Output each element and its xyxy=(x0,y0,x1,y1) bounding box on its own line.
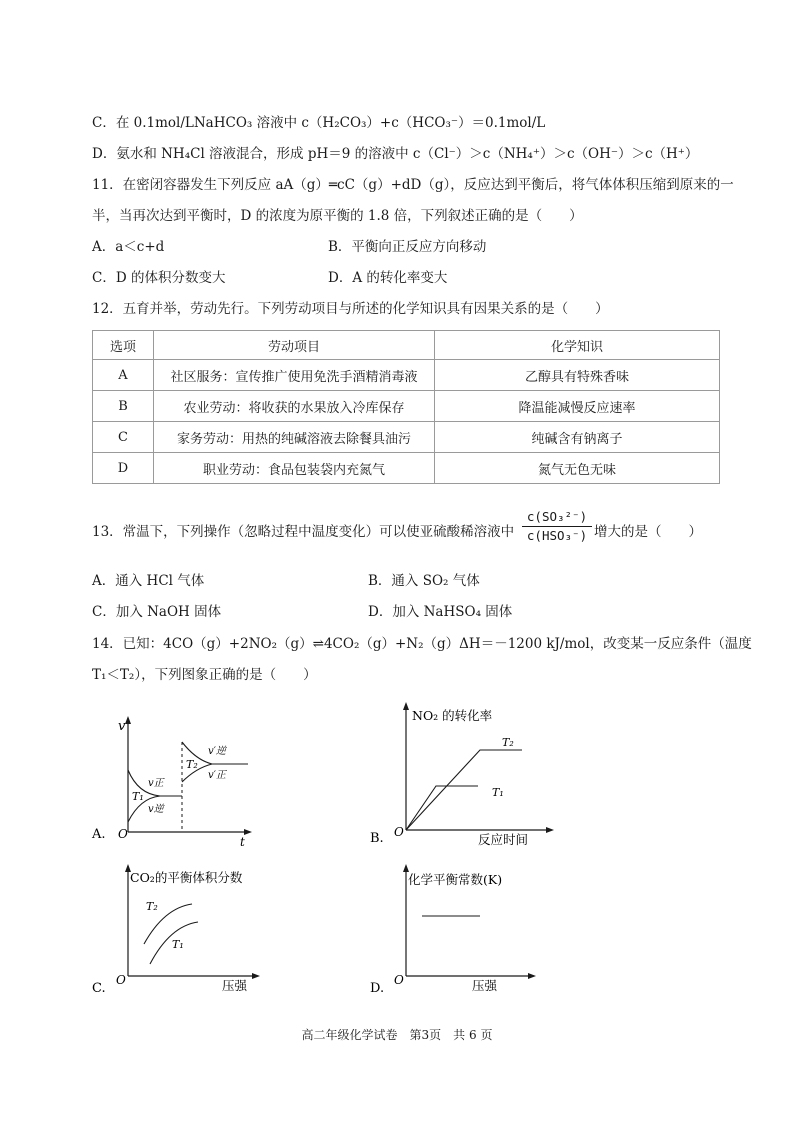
graph-a-y-arrow xyxy=(125,716,131,724)
graph-b-origin: O xyxy=(394,825,404,839)
fraction-denominator: c(HSO₃⁻) xyxy=(522,526,592,545)
graph-b-t1: T₁ xyxy=(492,786,504,799)
table-header: 劳动项目 xyxy=(154,331,435,360)
graph-a-v-forward-prime-label: v′正 xyxy=(208,770,226,781)
q13-option-a: A．通入 HCl 气体 xyxy=(92,573,205,589)
page-footer: 高二年级化学试卷 第3页 共 6 页 xyxy=(301,1028,493,1042)
q14-graph-d xyxy=(366,858,566,998)
table-cell: 社区服务：宣传推广使用免洗手酒精消毒液 xyxy=(154,360,435,391)
graph-d-y-label: 化学平衡常数(K) xyxy=(408,872,503,887)
graph-d-option-label: D. xyxy=(370,981,385,996)
graph-a-origin: O xyxy=(118,827,128,841)
q13-option-b: B．通入 SO₂ 气体 xyxy=(368,573,480,589)
q13-option-d: D．加入 NaHSO₄ 固体 xyxy=(368,604,513,620)
graph-c-y-label: CO₂的平衡体积分数 xyxy=(130,870,243,885)
table-cell: 家务劳动：用热的纯碱溶液去除餐具油污 xyxy=(154,422,435,453)
table-cell: 纯碱含有钠离子 xyxy=(435,422,720,453)
q11-option-a: A．a＜c+d xyxy=(92,239,165,255)
table-header: 选项 xyxy=(93,331,154,360)
table-header: 化学知识 xyxy=(435,331,720,360)
graph-c-t1: T₁ xyxy=(172,938,184,951)
table-cell: 乙醇具有特殊香味 xyxy=(435,360,720,391)
graph-a-x-arrow xyxy=(244,829,252,835)
table-row xyxy=(93,453,720,484)
table-row xyxy=(93,360,720,391)
graph-d-y-arrow xyxy=(403,864,409,872)
table-cell: 氮气无色无味 xyxy=(435,453,720,484)
graph-b-x-arrow xyxy=(546,827,554,833)
table-cell: A xyxy=(93,360,154,391)
graph-a-v-reverse-prime-label: v′逆 xyxy=(208,746,226,757)
graph-c-origin: O xyxy=(116,973,126,987)
graph-b-y-arrow xyxy=(403,702,409,710)
graph-d-x-arrow xyxy=(528,973,536,979)
q11-option-d: D．A 的转化率变大 xyxy=(328,270,448,286)
graph-c-option-label: C. xyxy=(92,981,106,996)
q12-stem: 12．五育并举，劳动先行。下列劳动项目与所述的化学知识具有因果关系的是（ ） xyxy=(92,301,609,317)
table-header-row xyxy=(93,331,720,360)
graph-a-x-label: t xyxy=(240,835,245,849)
graph-a-option-label: A. xyxy=(92,827,106,842)
q11-stem-line1: 11．在密闭容器发生下列反应 aA（g）═cC（g）+dD（g），反应达到平衡后，将气体体积压缩到原来的一 xyxy=(92,177,734,193)
graph-c-t2: T₂ xyxy=(146,900,158,913)
q14-stem-line2: T₁＜T₂），下列图象正确的是（ ） xyxy=(92,667,317,683)
graph-b-option-label: B. xyxy=(370,831,384,846)
graph-a-t2: T₂ xyxy=(186,758,198,771)
q10-option-c: C．在 0.1mol/LNaHCO₃ 溶液中 c（H₂CO₃）+c（HCO₃⁻）＝0.1mol/L xyxy=(92,115,546,131)
q11-option-b: B．平衡向正反应方向移动 xyxy=(328,239,487,255)
q14-stem-line1: 14．已知：4CO（g）+2NO₂（g）⇌4CO₂（g）+N₂（g）ΔH＝－1200 kJ/mol，改变某一反应条件（温度 xyxy=(92,636,752,652)
graph-b-y-label: NO₂ 的转化率 xyxy=(412,708,493,723)
q14-graph-c xyxy=(88,858,288,998)
table-cell: B xyxy=(93,391,154,422)
table-row xyxy=(93,422,720,453)
table-cell: 职业劳动：食品包装袋内充氮气 xyxy=(154,453,435,484)
q13-fraction xyxy=(522,508,592,545)
graph-a-v-reverse-label: v逆 xyxy=(148,804,164,815)
q13-stem-post: 增大的是（ ） xyxy=(594,524,702,540)
q14-graph-a xyxy=(88,712,268,852)
q13-stem-pre: 13．常温下，下列操作（忽略过程中温度变化）可以使亚硫酸稀溶液中 xyxy=(92,524,515,540)
table-cell: C xyxy=(93,422,154,453)
graph-a-y-label: v xyxy=(118,719,126,734)
graph-c-x-label: 压强 xyxy=(222,978,248,993)
q10-option-d: D．氨水和 NH₄Cl 溶液混合，形成 pH＝9 的溶液中 c（Cl⁻）＞c（NH₄⁺）＞c（OH⁻）＞c（H⁺） xyxy=(92,146,699,162)
table-cell: 农业劳动：将收获的水果放入冷库保存 xyxy=(154,391,435,422)
graph-b-line-t1 xyxy=(406,786,478,830)
q13-option-c: C．加入 NaOH 固体 xyxy=(92,604,222,620)
table-cell: 降温能减慢反应速率 xyxy=(435,391,720,422)
table-cell: D xyxy=(93,453,154,484)
q11-option-c: C．D 的体积分数变大 xyxy=(92,270,226,286)
q11-stem-line2: 半，当再次达到平衡时，D 的浓度为原平衡的 1.8 倍，下列叙述正确的是（ ） xyxy=(92,208,583,224)
table-row xyxy=(93,391,720,422)
graph-b-line-t2 xyxy=(406,750,522,830)
fraction-numerator: c(SO₃²⁻) xyxy=(526,509,588,524)
graph-b-t2: T₂ xyxy=(502,736,514,749)
graph-d-origin: O xyxy=(394,973,404,987)
q14-graph-b xyxy=(366,696,566,852)
graph-d-x-label: 压强 xyxy=(472,978,498,993)
graph-c-x-arrow xyxy=(252,973,260,979)
graph-b-x-label: 反应时间 xyxy=(478,832,529,847)
graph-a-v-forward-label: v正 xyxy=(148,778,164,789)
q12-table xyxy=(92,330,720,484)
graph-a-t1: T₁ xyxy=(132,790,144,803)
